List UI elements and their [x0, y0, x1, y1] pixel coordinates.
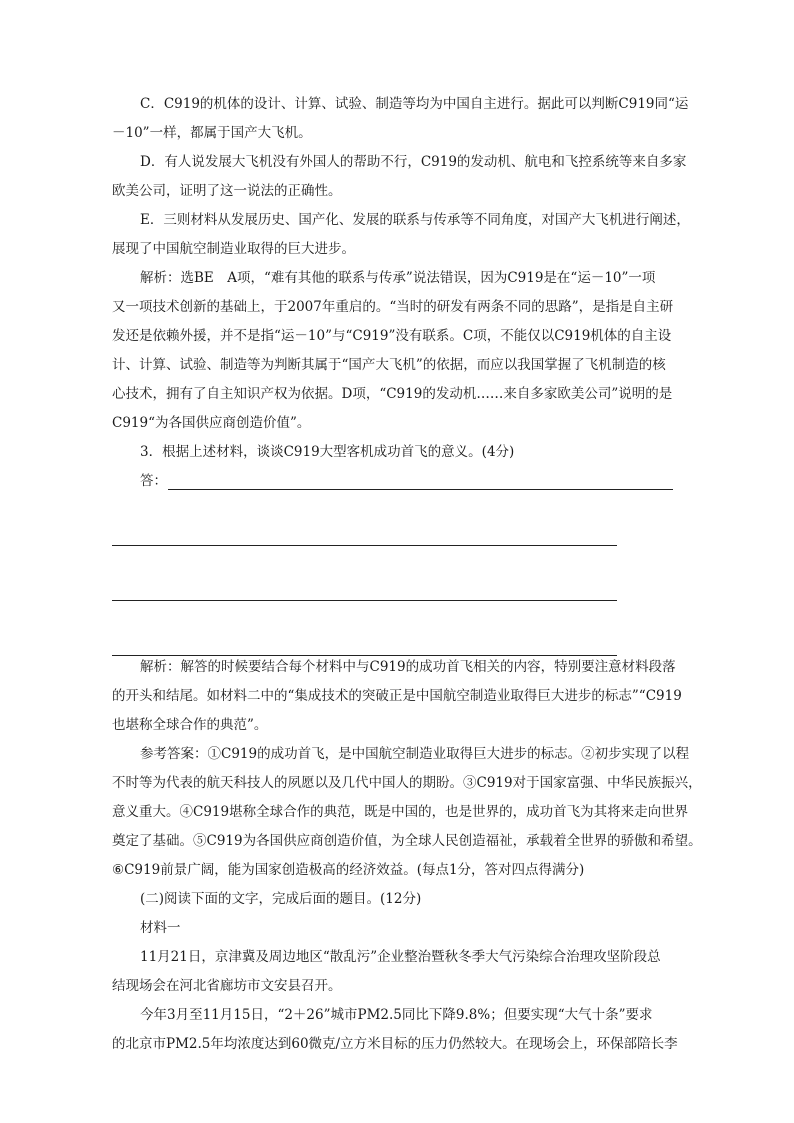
answer-line[interactable]	[112, 600, 617, 601]
text-line: 的北京市PM2.5年均浓度达到60微克/立方米目标的压力仍然较大。在现场会上，环保部陪长李	[112, 1036, 678, 1052]
analysis-2	[112, 653, 682, 740]
answer-line[interactable]	[168, 489, 673, 490]
text-line: 结现场会在河北省廊坊市文安县召开。	[112, 978, 342, 994]
text-line: 又一项技术创新的基础上，于2007年重启的。“当时的研发有两条不同的思路”，是指是自主研	[112, 299, 674, 315]
document-page	[112, 90, 702, 1059]
text-line: 也堪称全球合作的典范”。	[112, 717, 268, 733]
question-3: 3．根据上述材料，谈谈C919大型客机成功首飞的意义。(4分)	[140, 444, 515, 460]
answer-line[interactable]	[112, 545, 617, 546]
text-line: 参考答案：①C919的成功首飞，是中国航空制造业取得巨大进步的标志。②初步实现了以程	[140, 746, 690, 762]
text-line: 心技术，拥有了自主知识产权为依据。D项，“C919的发动机……来自多家欧美公司”说明的是	[112, 386, 673, 402]
text-line: 不时等为代表的航天科技人的夙愿以及几代中国人的期盼。③C919对于国家富强、中华民族振兴，	[112, 775, 702, 791]
text-line: 今年3月至11月15日，“2＋26”城市PM2.5同比下降9.8%；但要实现“大气十条”要求	[140, 1007, 653, 1023]
text-line: －10”一样，都属于国产大飞机。	[112, 125, 312, 141]
material-title: 材料一	[140, 920, 181, 936]
text-line: 解析：解答的时候要结合每个材料中与C919的成功首飞相关的内容，特别要注意材料段落	[140, 659, 676, 675]
reference-answer	[112, 740, 702, 885]
text-line: 奠定了基础。⑤C919为各国供应商创造价值，为全球人民创造福祉，承载着全世界的骄傲和希望。	[112, 833, 702, 849]
text-line: 11月21日，京津冀及周边地区“散乱污”企业整治暨秋冬季大气污染综合治理攻坚阶段总	[140, 949, 661, 965]
material-paragraph	[112, 1001, 678, 1059]
answer-area[interactable]	[140, 467, 672, 645]
text-line: E．三则材料从发展历史、国产化、发展的联系与传承等不同角度，对国产大飞机进行阐述，	[140, 212, 690, 228]
analysis-1	[112, 264, 674, 438]
text-line: 欧美公司，证明了这一说法的正确性。	[112, 183, 342, 199]
option-d	[112, 148, 687, 206]
text-line: ⑥C919前景广阔，能为国家创造极高的经济效益。(每点1分，答对四点得满分)	[112, 862, 585, 878]
text-line: 解析：选BE A项，“难有其他的联系与传承”说法错误，因为C919是在“运－10”一项	[140, 270, 656, 286]
section-heading: (二)阅读下面的文字，完成后面的题目。(12分)	[140, 891, 422, 907]
text-line: D．有人说发展大飞机没有外国人的帮助不行，C919的发动机、航电和飞控系统等来自多家	[140, 154, 687, 170]
option-e	[112, 206, 690, 264]
text-line: 的开头和结尾。如材料二中的“集成技术的突破正是中国航空制造业取得巨大进步的标志”“C919	[112, 688, 682, 704]
answer-line[interactable]	[112, 655, 617, 656]
material-paragraph	[112, 943, 672, 1001]
text-line: 计、计算、试验、制造等为判断其属于“国产大飞机”的依据，而应以我国掌握了飞机制造的核	[112, 357, 666, 373]
text-line: 发还是依赖外援，并不是指“运－10”与“C919”没有联系。C项，不能仅以C919机体的自主设	[112, 328, 672, 344]
text-line: C919“为各国供应商创造价值”。	[112, 415, 311, 431]
text-line: 意义重大。④C919堪称全球合作的典范，既是中国的，也是世界的，成功首飞为其将来走向世界	[112, 804, 689, 820]
text-line: 展现了中国航空制造业取得的巨大进步。	[112, 241, 355, 257]
text-line: C．C919的机体的设计、计算、试验、制造等均为中国自主进行。据此可以判断C919同“运	[140, 96, 689, 112]
option-c	[112, 90, 689, 148]
answer-label: 答：	[140, 473, 167, 489]
